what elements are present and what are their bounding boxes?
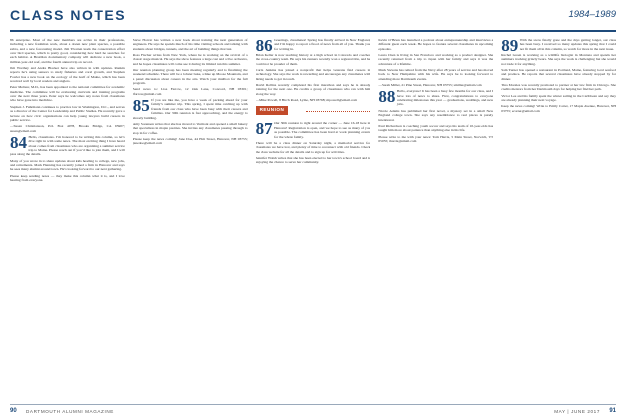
note-paragraph: Carla Jenkins has joined a nonprofit that helps veterans find careers in technology. She says the work is rewarding and encourages any classmates with hiring needs to get in touch. [255,68,371,81]
issue-date: MAY | JUNE 2017 [554,409,600,414]
note-paragraph: Many of you wrote in to share updates about kids heading to college, new jobs, and retirements. Mark Henning has recently joined a firm in Hanover and says he sees many alumni around town. He’s looking forward to our next gathering. [10,158,125,172]
page-header [0,0,626,34]
page-number-left: 90 [10,408,17,414]
note-paragraph: Brian Keller is now teaching history at a high school in Colorado and coaches the cross-country team. He says his runners recently won a regional title, and he could not be prouder of them. [255,53,371,66]
note-paragraph: David Rollins recently completed his first marathon and says he is already training for the next one. He credits a group of classmates who ran with him along the way. [255,83,371,96]
note-paragraph: There will be a class dinner on Saturday night, a memorial service for classmates we have lost, and plenty of time to reconnect with old friends. Check the class website for all the details and to sign up for activities. [255,140,371,154]
class-year-dropcap: 84 [10,132,27,152]
column-3 [256,38,371,400]
note-paragraph: Stephen J. Fuhrmann continues to practice law in Washington, D.C., and serves as a director of the Center for Leadership and Public Studies. He recently gave a lecture on how civic organizations can help young lawyers build careers in public service. [10,104,125,122]
column-1 [10,38,125,400]
note-paragraph: Amy Sorensen writes that she has moved to Vermont and opened a small bakery that specializes in maple pastries. She invites any classmates passing through to stop in for coffee. [132,121,248,135]
page-number-right: 91 [609,408,616,414]
note-paragraph: Jennifer Walsh writes that she has been elected to her town’s school board and is enjoying the chance to serve her community. [255,155,371,165]
class-year-note [501,38,616,55]
note-paragraph: Send news to: Lisa Farrow, 12 Oak Lane, Concord, NH 03301; lfarrow@email.com [132,87,248,96]
class-notes-columns [10,38,616,400]
class-year-dropcap: 88 [378,87,396,107]
column-4 [378,38,493,400]
note-text: Greetings, classmates! Spring has finally arrived in New England, and I’m happy to report a flood of news from all of you. Thank you for writing in. [274,38,371,51]
header-rule [10,30,616,32]
note-paragraph: Victor Lee and his family spent the winter sailing in the Caribbean and say they are already planning their next voyage. [501,93,616,103]
note-paragraph: —Mike Powell, 8 Birch Road, Lyme, NH 03768; mpowell@email.com [255,98,357,103]
note-paragraph: Jim Worthey and Andre Blacker have also written in with updates. Rankin reports he’s using sensors to study fisheries and coral growth, and Stephen Fowler has a new book on the ecology of the Gulf of Maine, which has been received well by local readers and anglers. [10,66,125,84]
reunion-dotted-rule [306,111,371,112]
note-paragraph: Ross Fischer writes from New York, where he is working on the revival of a classic stage musical. He says the show features a large cast and a live orchestra, and he hopes classmates will come see it during its limited run this summer. [132,53,248,66]
note-paragraph: Keep the news coming! Write to Emily Carter, 17 Maple Avenue, Hanover, NH 03755; ecarter@email.com [501,104,616,113]
class-year-note [255,38,371,55]
note-paragraph: Please keep the news coming! Jane Doe, 44 Elm Street, Hanover, NH 03755; janedoe@email.com [132,136,248,146]
column-5 [501,38,616,400]
note-text: Hello, classmates. I’m honored to be writing this column, so let’s dive right in with some news. The most exciting thing I have heard about comes from classmates who are organizing a summer service trip to Maine. Please reach out if you’d like to join them, and I will pass along the details. [10,134,125,157]
class-year-note [10,132,125,157]
note-paragraph: —Sarah Miller, 21 Pine Street, Hanover, NH 03755; smiller@email.com [378,83,482,88]
note-paragraph: 86 enterprise. Most of the new members are active in their professions, including a new freshman work, about a dozen new plant species, a possible zebra, and a new forecasting model. Jim Tivarten leads the conservation effort over bird species, which is pretty good, considering how hard he searches for each habitat. A Brazilian documentary company will dedicate a new book, a million-year-old reef, and the fourth annual trip on record. [10,38,125,64]
class-year-dropcap: 85 [132,96,150,116]
note-paragraph: Sam Turner has opened a restaurant in Portland, Maine, featuring local seafood and produce. He reports that several classmates have already stopped by for dinner. [501,68,616,81]
footer-rule [10,404,616,405]
note-text: If you are like me, you have a week of packing ahead for your family’s summer trip. This spring, I spent time catching up with friends from our class who have been busy with their careers and families. Our 30th reunion is fast approaching, and the energy is already building. [132,98,248,120]
reunion-badge: REUNION [256,106,289,114]
note-text: Hello, everyone! It has been a busy few months for our class, and I have lots of news to share. First, congratulations to everyone celebrating milestones this year — graduations, weddings, and new jobs. [396,89,494,107]
reunion-banner [256,106,371,117]
note-paragraph: Laura Chen is living in San Francisco and working as a product designer. She recently returned from a trip to Japan with her family and says it was the adventure of a lifetime. [378,53,494,66]
note-paragraph: —Susan Christianson, P.O. Box 4078, Brooks Bridge, CA 95907; susan@email.com [10,124,125,133]
class-year-dropcap: 89 [501,38,519,55]
note-paragraph: Our reunion planning group has been meeting regularly and is finalizing the weekend schedule. There will be a lobster bake, a hike up Moose Mountain, and a panel discussion about careers in the arts. Watch your mailbox for the full program. [132,68,248,86]
class-year-note [378,89,493,106]
class-year-range: 1984–1989 [568,9,616,20]
page-footer [0,402,626,420]
class-year-dropcap: 87 [255,119,273,139]
note-paragraph: Mark Stevens has retired from the Navy after 28 years of service and has moved back to New Hampshire with his wife. He says he is looking forward to attending more Dartmouth events. [378,68,494,81]
class-year-dropcap: 86 [255,38,273,55]
note-paragraph: Steve Horvat has written a new book about training the next generation of engineers. He says he spends much of his time visiting schools and talking with students about bridges, tunnels, and the art of building things that last. [132,38,248,51]
note-paragraph: Please keep sending notes — they make this column what it is, and I love hearing from everyone. [10,173,125,182]
publication-name: DARTMOUTH ALUMNI MAGAZINE [26,409,114,414]
note-paragraph: Nicole Adams has published her first novel, a mystery set in a small New England college town. She says any resemblance to real places is purely intentional. [378,108,494,122]
note-paragraph: Kevin O’Brien has launched a podcast about entrepreneurship and interviews a different guest each week. He hopes to feature several classmates in upcoming episodes. [378,38,494,51]
column-2 [133,38,248,400]
note-paragraph: Please write to me with your news: Tom Harris, 5 Main Street, Norwich, VT 05055; tharris@email.com [378,134,494,143]
note-paragraph: Rachel Green is working as a wildlife biologist in Montana and spends her summers tracking grizzly bears. She says the work is challenging but she would not trade it for anything. [501,53,616,66]
class-year-note [256,121,371,138]
note-text: Our 30th reunion is right around the corner — June 16-18 here in Hanover! Registration is open, and we hope to see as many of you as possible. The committee has been hard at work planning events for the whole family. [274,121,371,139]
section-title: CLASS NOTES [10,7,127,23]
note-paragraph: Peter Meltzer, M.D., has been appointed to the national committee for academic medicine. The committee will be evaluating curricula and training programs over the next three years. Peter says he welcomes any notes from classmates who have gone into medicine. [10,85,125,103]
note-paragraph: Tina Morales was recently promoted to partner at her law firm in Chicago. She credits mentors from her Dartmouth days for helping her find her path. [501,83,616,92]
note-text: With the snow finally gone and the days getting longer, our class has been busy. I received so many updates this spring that I could not fit them all in this column, so watch for more in the next issue. [519,38,616,51]
note-paragraph: Paul Richardson is coaching youth soccer and says his team of 10-year-olds has taught him more about patience than anything else in his life. [378,123,494,133]
class-year-note [133,98,248,120]
